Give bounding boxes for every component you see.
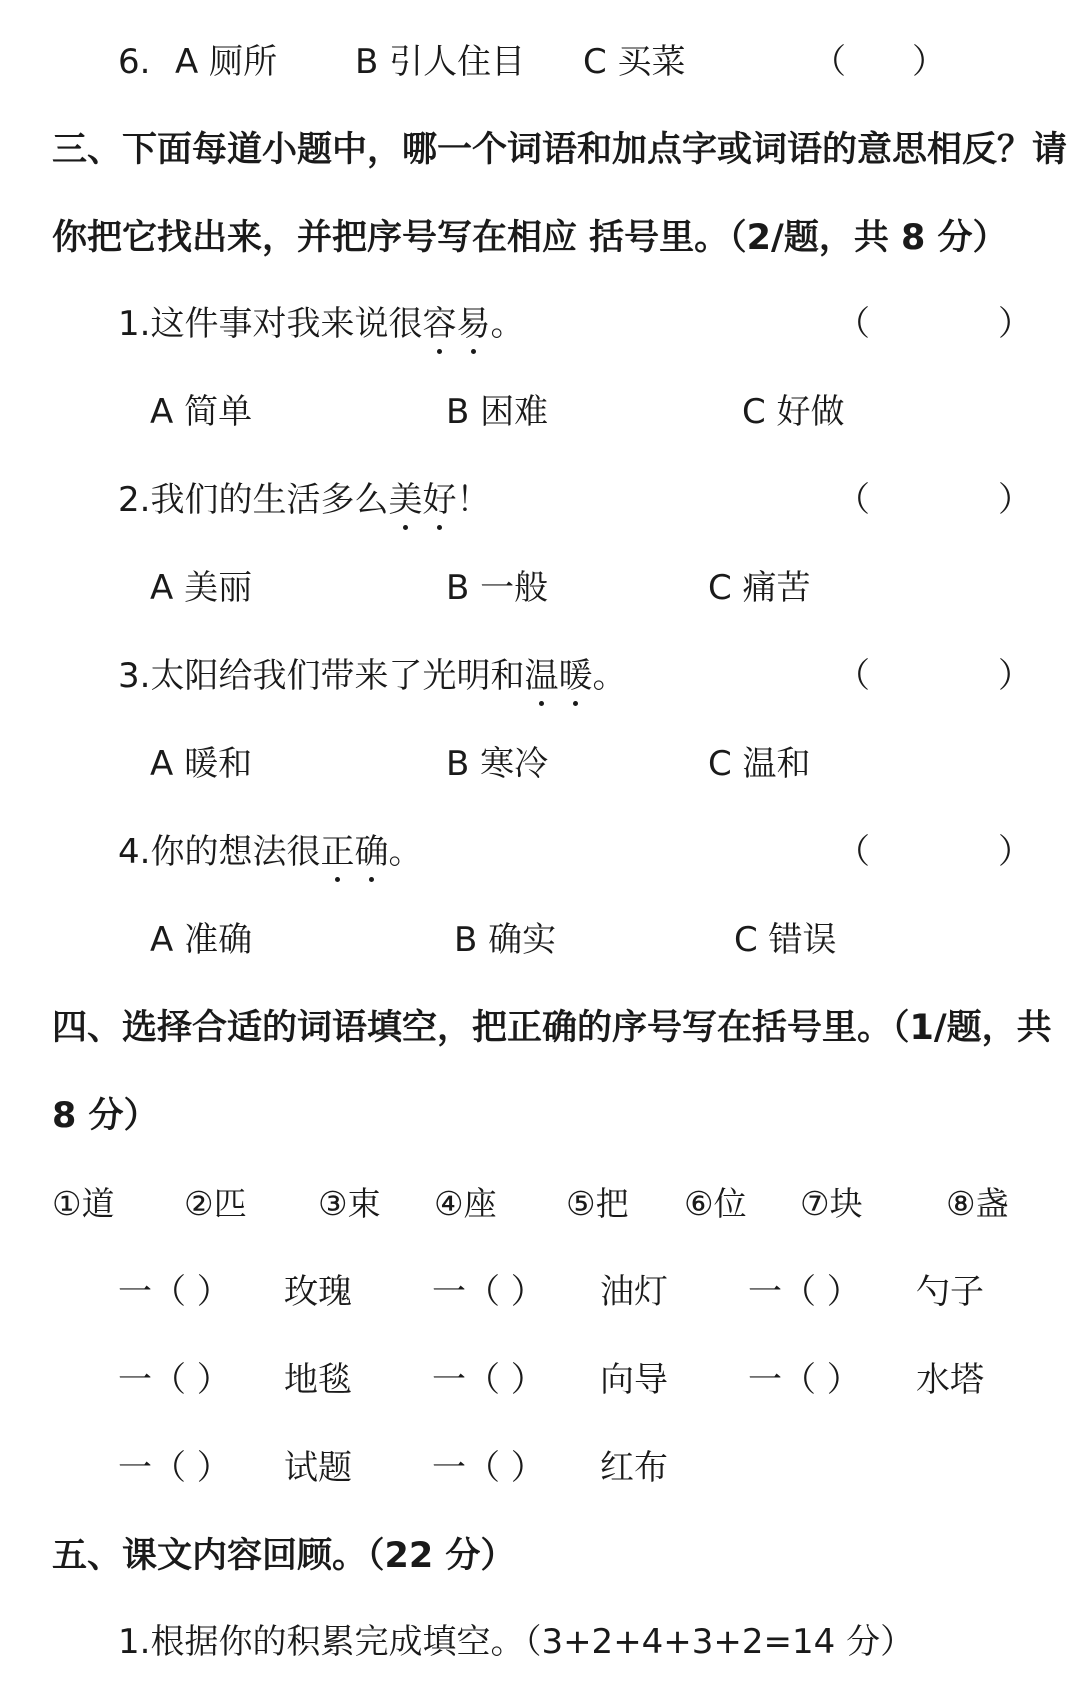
fill-blank: 一（ ） <box>748 1360 861 1400</box>
s3-q2-option-b: B 一般 <box>446 568 549 608</box>
fill-noun: 地毯 <box>284 1360 352 1400</box>
s3-q2-paren-right: ） <box>998 480 1032 520</box>
measure-word-option: ①道 <box>52 1184 115 1223</box>
s3-q2-option-c: C 痛苦 <box>708 568 811 608</box>
fill-noun: 红布 <box>600 1448 668 1488</box>
s3-q1-text: 1.这件事对我来说很 <box>118 304 423 344</box>
fill-noun: 向导 <box>600 1360 668 1400</box>
s3-q3-text: 3.太阳给我们带来了光明和 <box>118 656 525 696</box>
fill-noun: 油灯 <box>600 1272 668 1312</box>
s3-q3-paren-right: ） <box>998 656 1032 696</box>
section5-sub1: 1.根据你的积累完成填空。（3+2+4+3+2=14 分） <box>118 1622 915 1662</box>
fill-blank: 一（ ） <box>118 1448 231 1488</box>
s3-q3-paren-left: （ <box>836 656 870 696</box>
fill-blank: 一（ ） <box>432 1360 545 1400</box>
s3-q2-sentence <box>118 480 490 520</box>
q6-number: 6. <box>118 42 151 82</box>
s3-q1-paren-left: （ <box>836 304 870 344</box>
s3-q3-sentence <box>118 656 626 696</box>
measure-word-option: ③束 <box>318 1184 381 1223</box>
s3-q4-dotted-char-1: 正 <box>320 832 355 872</box>
s3-q2-option-a: A 美丽 <box>150 568 253 608</box>
s3-q1-sentence <box>118 304 524 344</box>
fill-blank: 一（ ） <box>118 1360 231 1400</box>
s3-q2-text: 2.我们的生活多么 <box>118 480 389 520</box>
s3-q1-dotted-char-1: 容 <box>422 304 457 344</box>
section4-heading-line1: 四、选择合适的词语填空，把正确的序号写在括号里。（1/题，共 <box>52 1008 1052 1048</box>
fill-blank: 一（ ） <box>432 1448 545 1488</box>
measure-word-option: ⑤把 <box>566 1184 629 1223</box>
fill-blank: 一（ ） <box>118 1272 231 1312</box>
s3-q4-sentence <box>118 832 422 872</box>
s3-q4-option-a: A 准确 <box>150 920 253 960</box>
q6-answer-paren-left: （ <box>812 42 846 82</box>
fill-noun: 勺子 <box>916 1272 984 1312</box>
s3-q4-dotted-char-2: 确 <box>354 832 389 872</box>
q6-answer-paren-right: ） <box>912 42 946 82</box>
s3-q3-punct: 。 <box>592 656 627 696</box>
section3-heading-line1: 三、下面每道小题中，哪一个词语和加点字或词语的意思相反？请 <box>52 130 1068 170</box>
s3-q1-punct: 。 <box>490 304 525 344</box>
measure-word-option: ②匹 <box>184 1184 247 1223</box>
q6-option-b: B 引人住目 <box>355 42 526 82</box>
section5-heading: 五、课文内容回顾。（22 分） <box>52 1536 516 1576</box>
s3-q4-punct: 。 <box>388 832 423 872</box>
section4-heading-line2: 8 分） <box>52 1096 159 1136</box>
q6-option-c: C 买菜 <box>583 42 686 82</box>
fill-noun: 试题 <box>284 1448 352 1488</box>
s3-q1-paren-right: ） <box>998 304 1032 344</box>
s3-q3-option-b: B 寒冷 <box>446 744 549 784</box>
measure-word-option: ⑦块 <box>800 1184 863 1223</box>
s3-q1-option-c: C 好做 <box>742 392 845 432</box>
s3-q2-paren-left: （ <box>836 480 870 520</box>
s3-q3-option-a: A 暖和 <box>150 744 253 784</box>
fill-noun: 玫瑰 <box>284 1272 352 1312</box>
s3-q1-option-a: A 简单 <box>150 392 253 432</box>
s3-q3-dotted-char-1: 温 <box>524 656 559 696</box>
s3-q1-option-b: B 困难 <box>446 392 549 432</box>
s3-q2-dotted-char-1: 美 <box>388 480 423 520</box>
s3-q4-paren-right: ） <box>998 832 1032 872</box>
measure-word-option: ④座 <box>434 1184 497 1223</box>
s3-q4-option-b: B 确实 <box>454 920 557 960</box>
measure-word-option: ⑥位 <box>684 1184 747 1223</box>
s3-q4-text: 4.你的想法很 <box>118 832 321 872</box>
s3-q2-punct: ！ <box>456 480 491 520</box>
s3-q2-dotted-char-2: 好 <box>422 480 457 520</box>
s3-q4-paren-left: （ <box>836 832 870 872</box>
fill-blank: 一（ ） <box>432 1272 545 1312</box>
fill-blank: 一（ ） <box>748 1272 861 1312</box>
s3-q4-option-c: C 错误 <box>734 920 837 960</box>
section3-heading-line2: 你把它找出来，并把序号写在相应 括号里。（2/题，共 8 分） <box>52 218 1008 258</box>
s3-q3-dotted-char-2: 暖 <box>558 656 593 696</box>
measure-word-option: ⑧盏 <box>946 1184 1009 1223</box>
fill-noun: 水塔 <box>916 1360 984 1400</box>
s3-q3-option-c: C 温和 <box>708 744 811 784</box>
q6-option-a: A 厕所 <box>175 42 278 82</box>
s3-q1-dotted-char-2: 易 <box>456 304 491 344</box>
